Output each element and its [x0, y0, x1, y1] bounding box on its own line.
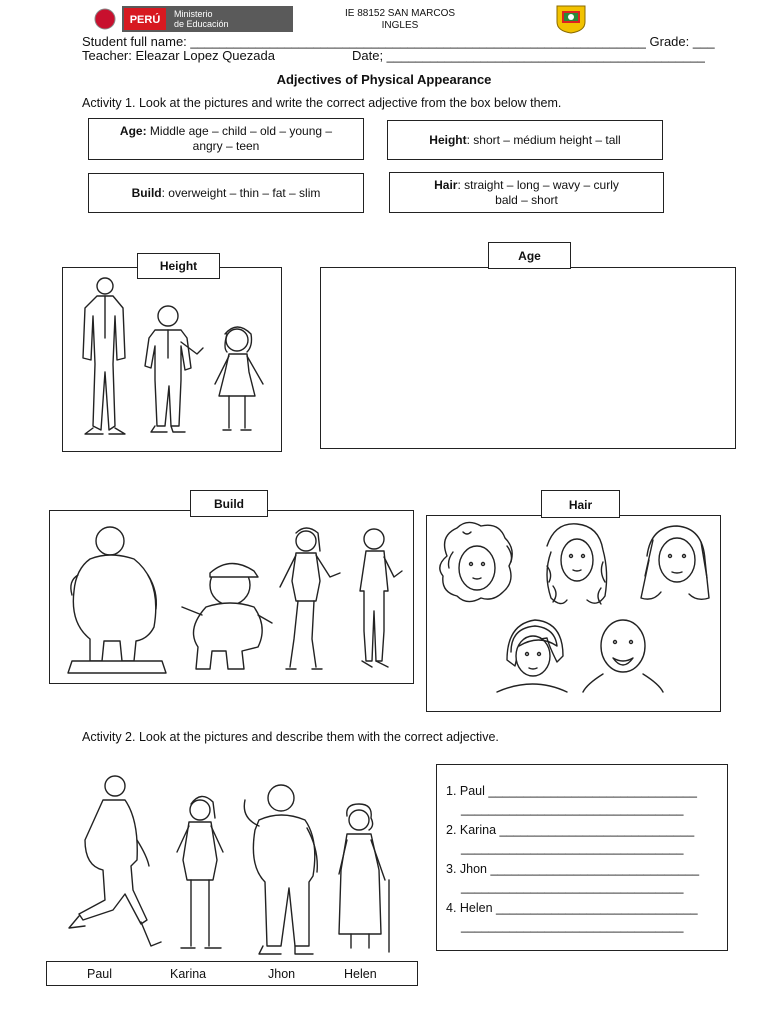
hair-tag: Hair	[541, 490, 620, 518]
height-people-illustration	[63, 268, 283, 453]
teacher-label: Teacher: Eleazar Lopez Quezada	[82, 48, 275, 63]
school-line2: INGLES	[381, 20, 419, 31]
height-tag: Height	[137, 253, 220, 279]
answer-paul-line2[interactable]: ________________________________	[461, 802, 684, 816]
school-crest-icon	[555, 4, 587, 34]
student-name-line[interactable]: Student full name: _______________________________________________________________ Grade: ___	[82, 34, 715, 49]
answer-karina-line2[interactable]: ________________________________	[461, 841, 684, 855]
names-bar	[46, 961, 418, 986]
age-vocab-label: Age:	[119, 124, 147, 138]
height-picture-box	[62, 267, 282, 452]
date-line[interactable]: Date; ____________________________________________	[352, 48, 705, 63]
activity1-instruction: Activity 1. Look at the pictures and write the correct adjective from the box below them.	[82, 96, 562, 110]
name-label-karina: Karina	[170, 967, 207, 981]
build-picture-box	[49, 510, 414, 684]
logo-country-text: PERÚ	[129, 14, 161, 26]
school-line1: IE 88152 SAN MARCOS	[344, 8, 456, 19]
hair-vocab-box	[389, 172, 664, 213]
height-vocab-box	[387, 120, 663, 160]
activity2-instruction: Activity 2. Look at the pictures and describe them with the correct adjective.	[82, 730, 499, 744]
answer-paul-line1[interactable]: 1. Paul ______________________________	[446, 784, 697, 798]
height-vocab-text: : short – médium height – tall	[466, 132, 621, 147]
answer-helen-line2[interactable]: ________________________________	[461, 919, 684, 933]
age-vocab-box	[88, 118, 364, 160]
age-vocab-line1: Middle age – child – old – young –	[146, 124, 333, 138]
logo-ministry-line2: de Educación	[174, 19, 229, 29]
answer-jhon-line2[interactable]: ________________________________	[461, 880, 684, 894]
build-vocab-text: : overweight – thin – fat – slim	[161, 185, 321, 200]
build-vocab-label: Build	[131, 185, 162, 200]
hair-vocab-label: Hair	[434, 177, 458, 192]
ministry-logo-graphic	[88, 6, 293, 32]
answers-box	[436, 764, 728, 951]
page-title: Adjectives of Physical Appearance	[276, 72, 492, 87]
build-tag: Build	[190, 490, 268, 517]
hair-vocab-line1: : straight – long – wavy – curly	[457, 177, 619, 192]
school-name	[320, 8, 480, 32]
height-vocab-label: Height	[429, 132, 467, 147]
hair-picture-box	[426, 515, 721, 712]
hair-faces-illustration	[427, 516, 722, 713]
activity2-people-illustration	[55, 770, 395, 960]
build-people-illustration	[50, 511, 415, 685]
build-vocab-box	[88, 173, 364, 213]
age-tag: Age	[488, 242, 571, 269]
name-label-paul: Paul	[87, 967, 113, 981]
answer-jhon-line1[interactable]: 3. Jhon ______________________________	[446, 862, 700, 876]
answer-karina-line1[interactable]: 2. Karina ____________________________	[446, 823, 695, 837]
hair-vocab-line2: bald – short	[495, 192, 558, 207]
age-vocab-line2: angry – teen	[192, 139, 260, 153]
logo-ministry-line1: Ministerio	[174, 9, 213, 19]
name-label-jhon: Jhon	[268, 967, 296, 981]
ministry-logo	[88, 6, 293, 32]
age-picture-box	[320, 267, 736, 449]
name-label-helen: Helen	[344, 967, 377, 981]
answer-helen-line1[interactable]: 4. Helen _____________________________	[446, 901, 698, 915]
